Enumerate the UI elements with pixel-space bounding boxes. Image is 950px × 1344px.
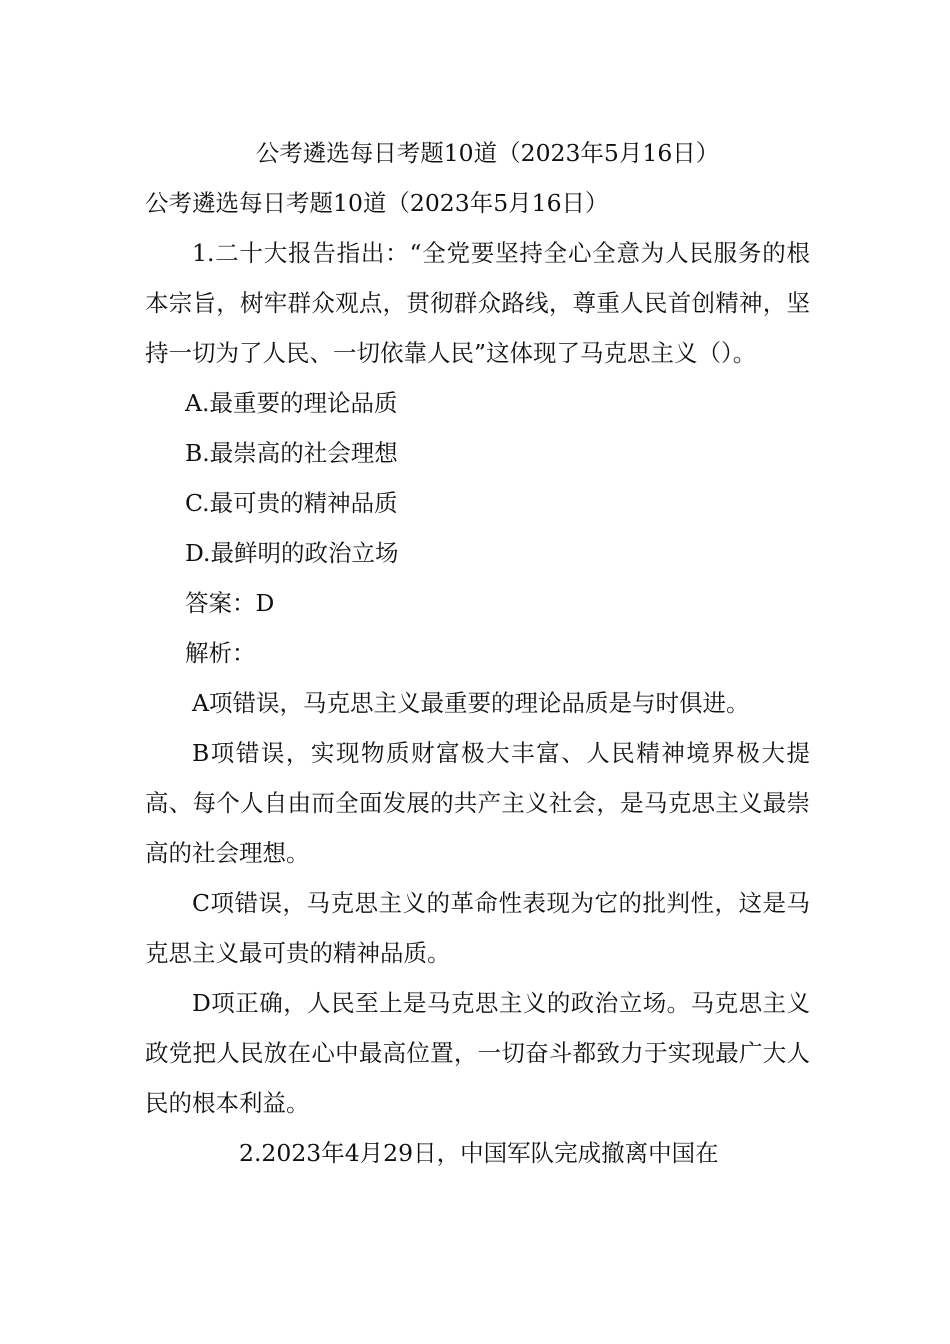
question-1-analysis-label: 解析： bbox=[185, 639, 256, 667]
question-1-stem: 1.二十大报告指出：“全党要坚持全心全意为人民服务的根本宗旨，树牢群众观点，贯彻群众路线，尊重人民首创精神，坚持一切为了人民、一切依靠人民”这体现了马克思主义（）。 bbox=[145, 239, 810, 367]
question-1-option-a: A.最重要的理论品质 bbox=[185, 389, 398, 417]
document-subtitle: 公考遴选每日考题10道（2023年5月16日） bbox=[145, 189, 609, 217]
document-header-title: 公考遴选每日考题10道（2023年5月16日） bbox=[255, 139, 720, 167]
question-1-option-c: C.最可贵的精神品质 bbox=[185, 489, 398, 517]
question-1-option-b: B.最崇高的社会理想 bbox=[185, 439, 398, 467]
question-1-answer: 答案：D bbox=[185, 589, 275, 617]
document-body bbox=[145, 128, 810, 1178]
question-1-analysis-d: D项正确，人民至上是马克思主义的政治立场。马克思主义政党把人民放在心中最高位置，一切奋斗都致力于实现最广大人民的根本利益。 bbox=[145, 989, 810, 1117]
question-1-option-d: D.最鲜明的政治立场 bbox=[185, 539, 399, 567]
question-1-analysis-b: B项错误，实现物质财富极大丰富、人民精神境界极大提高、每个人自由而全面发展的共产主义社会，是马克思主义最崇高的社会理想。 bbox=[145, 739, 810, 867]
question-1-analysis-a: A项错误，马克思主义最重要的理论品质是与时俱进。 bbox=[192, 689, 750, 717]
question-2-stem: 2.2023年4月29日，中国军队完成撤离中国在 bbox=[239, 1139, 719, 1167]
question-1-analysis-c: C项错误，马克思主义的革命性表现为它的批判性，这是马克思主义最可贵的精神品质。 bbox=[145, 889, 810, 967]
